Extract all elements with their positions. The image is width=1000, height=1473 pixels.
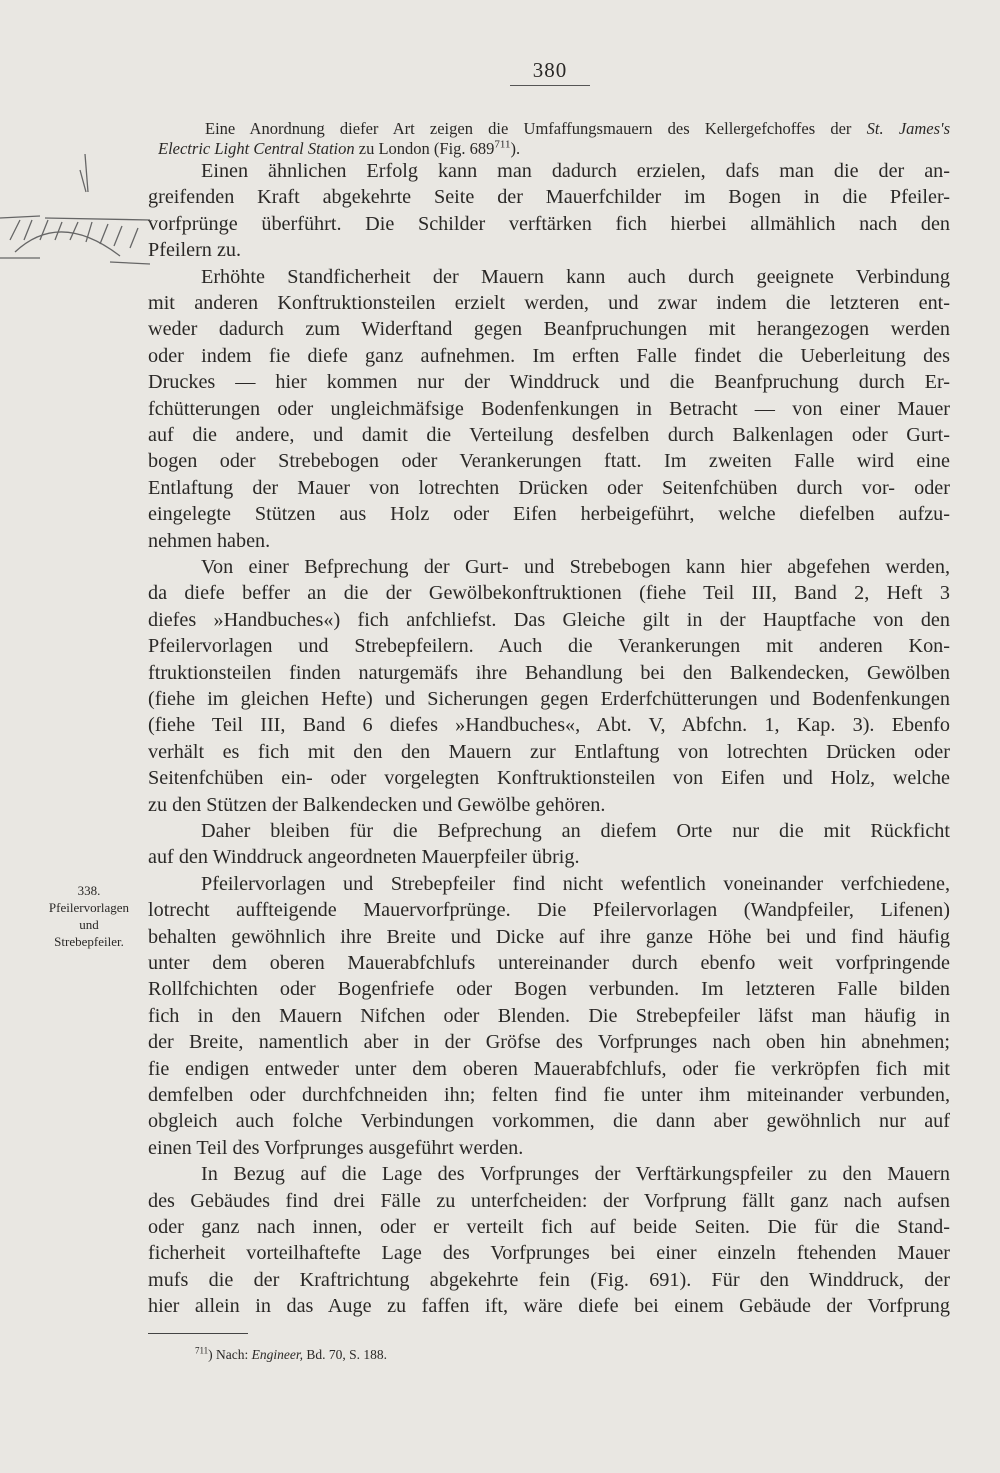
body-line: auf den Winddruck angeordneten Mauerpfeiler übrig.	[148, 846, 580, 869]
body-line: Pfeilern zu.	[148, 239, 242, 262]
body-line: auf die andere, und damit die Verteilung desfelben durch Balkenlagen oder Gurt-	[148, 424, 950, 446]
body-line: Druckes — hier kommen nur der Winddruck und die Beanfpruchung durch Er-	[148, 371, 950, 394]
body-line: Daher bleiben für die Befprechung an diefem Orte nur die mit Rückficht	[201, 820, 950, 842]
body-line: diefes »Handbuches«) fich anfchliefst. Das Gleiche gilt in der Hauptfache von den	[148, 608, 950, 631]
body-line: (fiehe im gleichen Hefte) und Sicherungen gegen Erderfchütterungen und Bodenfenkungen	[148, 688, 950, 710]
body-line: zu den Stützen der Balkendecken und Gewölbe gehören.	[148, 793, 606, 816]
body-line: Pfeilervorlagen und Strebepfeilern. Auch die Verankerungen mit anderen Kon-	[148, 635, 950, 658]
body-line: fich in den Mauern Nifchen oder Blenden. Die Strebepfeiler läfst man häufig in	[148, 1004, 950, 1027]
body-line: Pfeilervorlagen und Strebepfeiler find nicht wefentlich voneinander verfchiedene,	[201, 872, 950, 895]
footnote: $^{711}$) Nach: Engineer, Bd. 70, S. 188.	[195, 1345, 388, 1362]
intro-line-1: Eine Anordnung diefer Art zeigen die Umfaffungsmauern des Kellergefchoffes der St. James's	[205, 119, 950, 138]
body-line: Erhöhte Standficherheit der Mauern kann auch durch geeignete Verbindung	[201, 265, 950, 288]
body-line: Entlaftung der Mauer von lotrechten Drücken oder Seitenfchüben durch vor- oder	[148, 476, 950, 499]
body-line: einen Teil des Vorfprunges ausgeführt werden.	[148, 1136, 524, 1159]
body-line: Einen ähnlichen Erfolg kann man dadurch erzielen, dafs man die der an-	[201, 160, 950, 182]
body-line: oder indem fie diefe ganz aufnehmen. Im erften Falle findet die Ueberleitung des	[148, 344, 950, 367]
body-line: behalten gewöhnlich ihre Breite und Dicke auf ihre ganze Höhe bei und find häufig	[148, 925, 950, 948]
body-line: fie endigen entweder unter dem oberen Mauerabfchlufs, oder fie verkröpfen fich mit	[148, 1057, 950, 1080]
body-line: demfelben oder durchfchneiden ihn; felten find fie unter ihm miteinander verbunden,	[148, 1084, 950, 1106]
body-line: da diefe beffer an die der Gewölbekonftruktionen (fiehe Teil III, Band 2, Heft 3	[148, 582, 950, 605]
intro-line-2: Electric Light Central Station zu London (Fig. $689^{711}$).	[158, 138, 521, 158]
sidenote-line: Pfeilervorlagen	[48, 900, 130, 915]
body-line: hier allein in das Auge zu faffen ift, wäre diefe bei einem Gebäude der Vorfprung	[148, 1295, 950, 1318]
margin-sketch	[0, 140, 160, 270]
footnote-rule	[148, 1333, 248, 1334]
body-line: In Bezug auf die Lage des Vorfprunges der Verftärkungspfeiler zu den Mauern	[201, 1163, 950, 1186]
body-line: lotrecht auffteigende Mauervorfprünge. Die Pfeilervorlagen (Wandpfeiler, Lifenen)	[148, 899, 950, 922]
body-line: mit anderen Konftruktionsteilen erzielt werden, und zwar indem die letzteren ent-	[148, 292, 950, 314]
body-line: Seitenfchüben ein- oder vorgelegten Konftruktionsteilen von Eifen und Holz, welche	[148, 767, 950, 790]
body-line: eingelegte Stützen aus Holz oder Eifen herbeigeführt, welche diefelben aufzu-	[148, 503, 950, 526]
body-line: nehmen haben.	[148, 529, 271, 552]
body-line: unter dem oberen Mauerabfchlufs untereinander durch ebenfo weit vorfpringende	[148, 952, 950, 974]
body-line: der Breite, namentlich aber in der Gröfse des Vorfprunges nach oben hin abnehmen;	[148, 1031, 950, 1054]
body-line: des Gebäudes find drei Fälle zu unterfcheiden: der Vorfprung fällt ganz nach aufsen	[148, 1189, 950, 1212]
sidenote-line: und	[79, 917, 99, 932]
sidenote-number: 338.	[77, 883, 101, 898]
body-line: oder ganz nach innen, oder er verteilt fich auf beide Seiten. Die für die Stand-	[148, 1216, 950, 1238]
body-line: ficherheit vorteilhaftefte Lage des Vorfprunges bei einer einzeln ftehenden Mauer	[148, 1242, 950, 1265]
body-line: ftruktionsteilen finden naturgemäfs ihre Behandlung bei den Balkendecken, Gewölben	[148, 661, 950, 684]
body-line: vorfprünge überführt. Die Schilder verftärken fich hierbei allmählich nach den	[148, 212, 950, 235]
body-line: Rollfchichten oder Bogenfriefe oder Bogen verbunden. Im letzteren Falle bilden	[148, 978, 950, 1001]
body-line: greifenden Kraft abgekehrte Seite der Mauerfchilder im Bogen in die Pfeiler-	[148, 186, 950, 209]
body-line: mufs die der Kraftrichtung abgekehrte fein (Fig. 691). Für den Winddruck, der	[148, 1268, 950, 1291]
sidenote-line: Strebepfeiler.	[54, 934, 124, 949]
body-line: verhält es fich mit den den Mauern zur Entlaftung von lotrechten Drücken oder	[148, 740, 950, 763]
body-line: fchütterungen oder ungleichmäfsige Bodenfenkungen in Betracht — von einer Mauer	[148, 397, 950, 420]
body-line: (fiehe Teil III, Band 6 diefes »Handbuches«, Abt. V, Abfchn. 1, Kap. 3). Ebenfo	[148, 714, 950, 737]
body-line: Von einer Befprechung der Gurt- und Strebebogen kann hier abgefehen werden,	[201, 556, 950, 578]
page-number: 380	[510, 58, 590, 86]
sidenote	[30, 882, 148, 950]
body-line: bogen oder Strebebogen oder Verankerungen ftatt. Im zweiten Falle wird eine	[148, 450, 950, 473]
body-line: obgleich auch folche Verbindungen vorkommen, die dann aber gewöhnlich nur auf	[148, 1110, 950, 1133]
body-line: weder dadurch zum Widerftand gegen Beanfpruchungen mit herangezogen werden	[148, 318, 950, 341]
